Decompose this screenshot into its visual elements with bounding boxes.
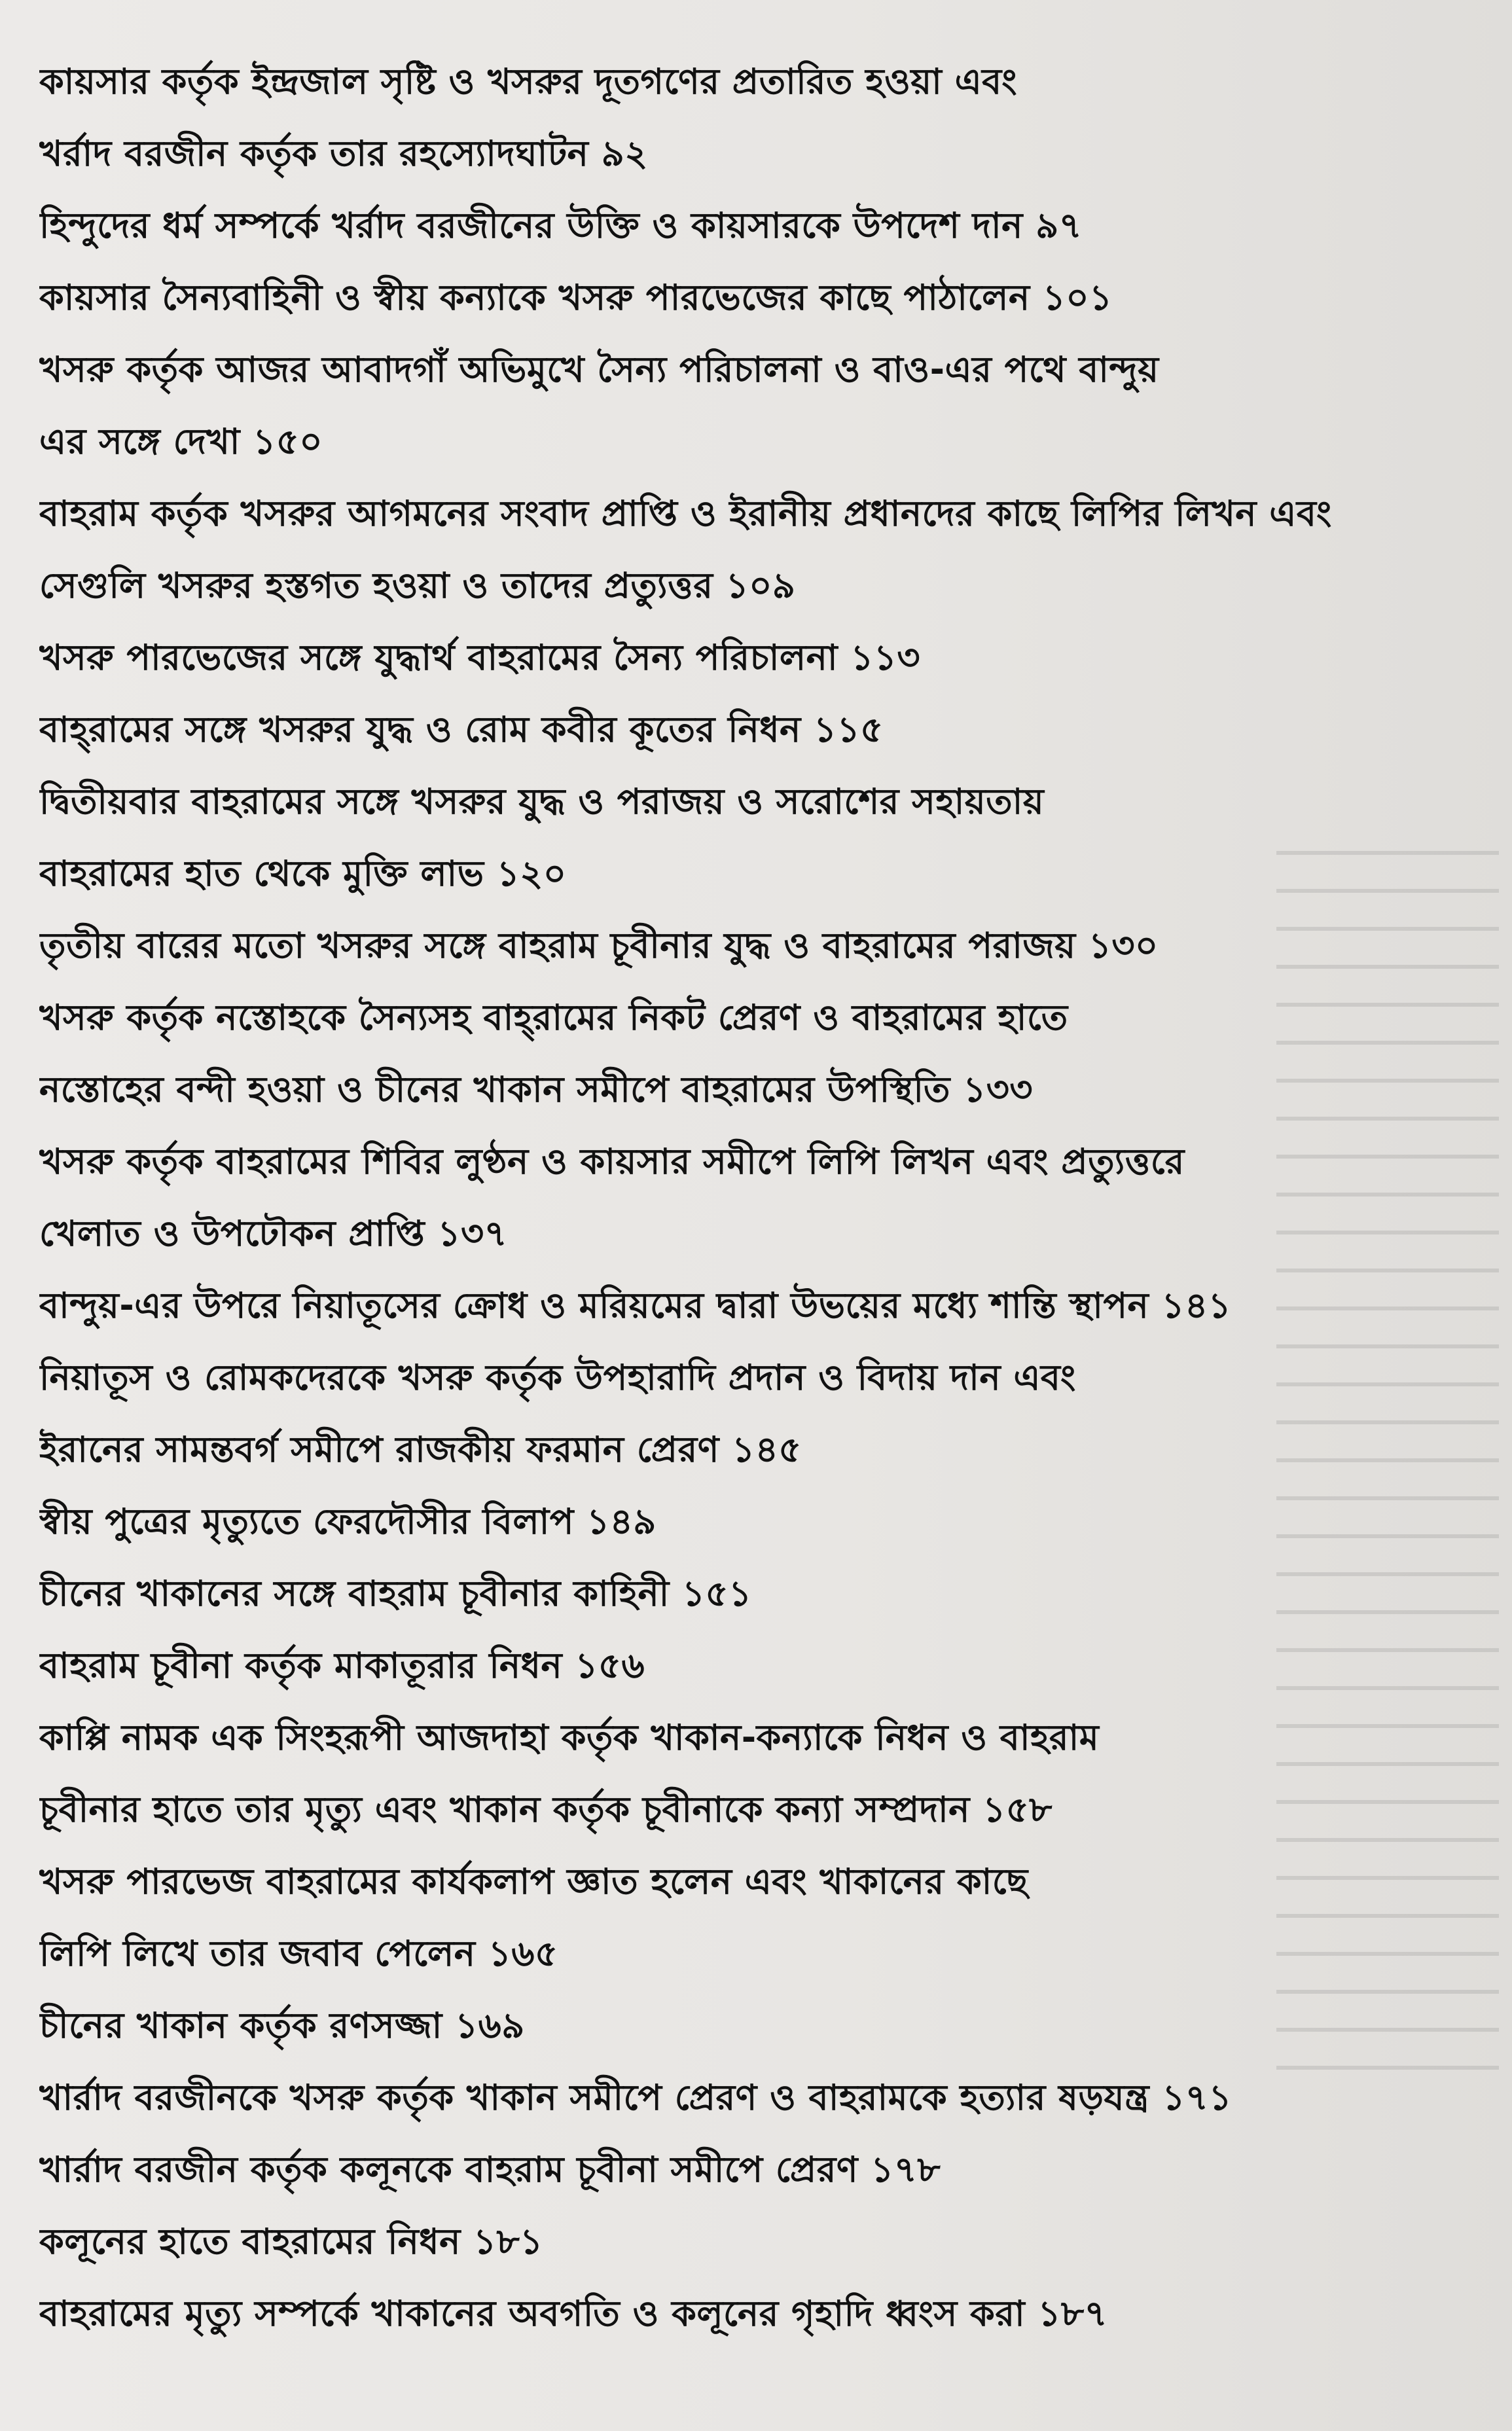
toc-line: নিয়াতূস ও রোমকদেরকে খসরু কর্তৃক উপহারাদি প্রদান ও বিদায় দান এবং — [39, 1357, 1076, 1398]
toc-line: তৃতীয় বারের মতো খসরুর সঙ্গে বাহরাম চূবীনার যুদ্ধ ও বাহরামের পরাজয় ১৩০ — [39, 925, 1159, 966]
toc-line: খেলাত ও উপঢৌকন প্রাপ্তি ১৩৭ — [39, 1213, 508, 1254]
toc-line: খসরু কর্তৃক বাহরামের শিবির লুণ্ঠন ও কায়সার সমীপে লিপি লিখন এবং প্রত্যুত্তরে — [39, 1141, 1185, 1182]
toc-line: নস্তোহের বন্দী হওয়া ও চীনের খাকান সমীপে বাহরামের উপস্থিতি ১৩৩ — [39, 1069, 1033, 1110]
toc-line: খসরু পারভেজের সঙ্গে যুদ্ধার্থ বাহরামের সৈন্য পরিচালনা ১১৩ — [39, 637, 921, 678]
toc-line: চীনের খাকানের সঙ্গে বাহরাম চূবীনার কাহিনী ১৫১ — [39, 1573, 752, 1614]
toc-line: ইরানের সামন্তবর্গ সমীপে রাজকীয় ফরমান প্রেরণ ১৪৫ — [39, 1429, 802, 1470]
toc-line: কাপ্পি নামক এক সিংহরূপী আজদাহা কর্তৃক খাকান-কন্যাকে নিধন ও বাহরাম — [39, 1717, 1100, 1758]
toc-line: কলূনের হাতে বাহরামের নিধন ১৮১ — [39, 2221, 543, 2262]
toc-line: সেগুলি খসরুর হস্তগত হওয়া ও তাদের প্রত্যুত্তর ১০৯ — [39, 565, 796, 606]
table-of-contents — [39, 46, 1499, 2350]
toc-line: কায়সার সৈন্যবাহিনী ও স্বীয় কন্যাকে খসরু পারভেজের কাছে পাঠালেন ১০১ — [39, 277, 1113, 318]
toc-line: বাহরাম কর্তৃক খসরুর আগমনের সংবাদ প্রাপ্তি ও ইরানীয় প্রধানদের কাছে লিপির লিখন এবং — [39, 493, 1332, 534]
toc-line: খর্রাদ বরজীন কর্তৃক তার রহস্যোদঘাটন ৯২ — [39, 133, 648, 174]
toc-line: বাহরাম চূবীনা কর্তৃক মাকাতূরার নিধন ১৫৬ — [39, 1645, 645, 1686]
toc-line: বাহ্‌রামের সঙ্গে খসরুর যুদ্ধ ও রোম কবীর কূতের নিধন ১১৫ — [39, 709, 884, 750]
toc-line: খসরু কর্তৃক আজর আবাদগাঁ অভিমুখে সৈন্য পরিচালনা ও বাও-এর পথে বান্দুয় — [39, 349, 1159, 390]
toc-line: বান্দুয়-এর উপরে নিয়াতূসের ক্রোধ ও মরিয়মের দ্বারা উভয়ের মধ্যে শান্তি স্থাপন ১৪১ — [39, 1285, 1232, 1326]
toc-line: কায়সার কর্তৃক ইন্দ্রজাল সৃষ্টি ও খসরুর দূতগণের প্রতারিত হওয়া এবং — [39, 61, 1017, 102]
toc-line: খসরু পারভেজ বাহরামের কার্যকলাপ জ্ঞাত হলেন এবং খাকানের কাছে — [39, 1861, 1028, 1902]
toc-line: খার্রাদ বরজীন কর্তৃক কলূনকে বাহরাম চূবীনা সমীপে প্রেরণ ১৭৮ — [39, 2149, 941, 2190]
toc-line: বাহরামের মৃত্যু সম্পর্কে খাকানের অবগতি ও কলূনের গৃহাদি ধ্বংস করা ১৮৭ — [39, 2293, 1108, 2334]
toc-line: এর সঙ্গে দেখা ১৫০ — [39, 421, 323, 462]
toc-line: দ্বিতীয়বার বাহরামের সঙ্গে খসরুর যুদ্ধ ও পরাজয় ও সরোশের সহায়তায় — [39, 781, 1045, 822]
toc-line: স্বীয় পুত্রের মৃত্যুতে ফেরদৌসীর বিলাপ ১৪৯ — [39, 1501, 657, 1542]
toc-line: খসরু কর্তৃক নস্তোহকে সৈন্যসহ বাহ্‌রামের নিকট প্রেরণ ও বাহরামের হাতে — [39, 997, 1068, 1038]
toc-line: চূবীনার হাতে তার মৃত্যু এবং খাকান কর্তৃক চূবীনাকে কন্যা সম্প্রদান ১৫৮ — [39, 1789, 1053, 1830]
toc-line: খার্রাদ বরজীনকে খসরু কর্তৃক খাকান সমীপে প্রেরণ ও বাহরামকে হত্যার ষড়যন্ত্র ১৭১ — [39, 2077, 1233, 2118]
toc-line: চীনের খাকান কর্তৃক রণসজ্জা ১৬৯ — [39, 2005, 525, 2046]
toc-line: লিপি লিখে তার জবাব পেলেন ১৬৫ — [39, 1933, 558, 1974]
toc-line: হিন্দুদের ধর্ম সম্পর্কে খর্রাদ বরজীনের উক্তি ও কায়সারকে উপদেশ দান ৯৭ — [39, 205, 1083, 246]
toc-line: বাহরামের হাত থেকে মুক্তি লাভ ১২০ — [39, 853, 567, 894]
